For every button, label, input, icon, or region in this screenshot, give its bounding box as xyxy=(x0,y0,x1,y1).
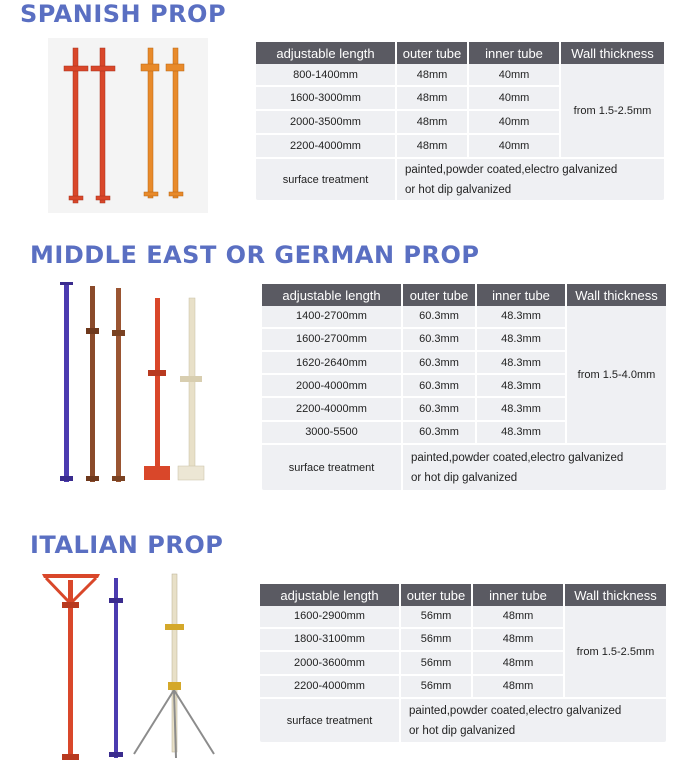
cell-inner-tube: 48.3mm xyxy=(476,306,566,328)
cell-adjustable-length: 1800-3100mm xyxy=(260,628,400,651)
cell-outer-tube: 60.3mm xyxy=(402,397,476,420)
cell-outer-tube: 56mm xyxy=(400,651,472,674)
table-header-row xyxy=(262,284,666,306)
cell-adjustable-length: 1620-2640mm xyxy=(262,351,402,374)
cell-outer-tube: 48mm xyxy=(396,64,468,86)
header-adjustable-length: adjustable length xyxy=(262,284,402,306)
cell-outer-tube: 56mm xyxy=(400,606,472,628)
middle-east-prop-table xyxy=(262,284,666,490)
treatment-line-2: or hot dip galvanized xyxy=(409,724,516,737)
cell-surface-treatment-value xyxy=(396,158,664,200)
cell-outer-tube: 48mm xyxy=(396,110,468,134)
table-row xyxy=(262,306,666,328)
cell-surface-treatment-label: surface treatment xyxy=(256,158,396,200)
header-inner-tube: inner tube xyxy=(468,42,560,64)
cell-adjustable-length: 1600-2900mm xyxy=(260,606,400,628)
treatment-line-2: or hot dip galvanized xyxy=(405,183,512,196)
section-title-italian: ITALIAN PROP xyxy=(30,531,224,559)
spanish-prop-photo xyxy=(48,38,208,213)
header-wall-thickness: Wall thickness xyxy=(564,584,666,606)
header-wall-thickness: Wall thickness xyxy=(566,284,666,306)
header-outer-tube: outer tube xyxy=(400,584,472,606)
italian-prop-table xyxy=(260,584,666,742)
cell-inner-tube: 48.3mm xyxy=(476,351,566,374)
cell-outer-tube: 60.3mm xyxy=(402,328,476,351)
header-outer-tube: outer tube xyxy=(396,42,468,64)
header-inner-tube: inner tube xyxy=(476,284,566,306)
table-row-treatment xyxy=(262,444,666,490)
treatment-line-1: painted,powder coated,electro galvanized xyxy=(409,704,622,717)
cell-inner-tube: 48.3mm xyxy=(476,328,566,351)
cell-adjustable-length: 1600-2700mm xyxy=(262,328,402,351)
cell-adjustable-length: 2200-4000mm xyxy=(256,134,396,158)
cell-wall-thickness: from 1.5-2.5mm xyxy=(560,64,664,158)
cell-adjustable-length: 3000-5500 xyxy=(262,421,402,444)
section-title-middle-east: MIDDLE EAST OR GERMAN PROP xyxy=(30,241,480,269)
cell-wall-thickness: from 1.5-2.5mm xyxy=(564,606,666,698)
cell-inner-tube: 40mm xyxy=(468,86,560,110)
cell-surface-treatment-label: surface treatment xyxy=(262,444,402,490)
header-outer-tube: outer tube xyxy=(402,284,476,306)
cell-inner-tube: 40mm xyxy=(468,110,560,134)
table-row xyxy=(260,606,666,628)
section-title-spanish: SPANISH PROP xyxy=(20,0,227,28)
treatment-line-1: painted,powder coated,electro galvanized xyxy=(411,451,624,464)
cell-inner-tube: 40mm xyxy=(468,134,560,158)
cell-inner-tube: 48.3mm xyxy=(476,397,566,420)
cell-outer-tube: 56mm xyxy=(400,675,472,698)
cell-adjustable-length: 1600-3000mm xyxy=(256,86,396,110)
spanish-prop-table xyxy=(256,42,664,200)
cell-adjustable-length: 2000-4000mm xyxy=(262,374,402,397)
italian-prop-photo xyxy=(38,570,238,766)
header-adjustable-length: adjustable length xyxy=(256,42,396,64)
cell-inner-tube: 40mm xyxy=(468,64,560,86)
cell-inner-tube: 48.3mm xyxy=(476,374,566,397)
cell-inner-tube: 48.3mm xyxy=(476,421,566,444)
cell-outer-tube: 60.3mm xyxy=(402,374,476,397)
cell-inner-tube: 48mm xyxy=(472,651,564,674)
cell-adjustable-length: 2200-4000mm xyxy=(262,397,402,420)
cell-adjustable-length: 2000-3600mm xyxy=(260,651,400,674)
table-row-treatment xyxy=(256,158,664,200)
table-header-row xyxy=(260,584,666,606)
middle-east-prop-photo xyxy=(52,278,212,486)
cell-adjustable-length: 2000-3500mm xyxy=(256,110,396,134)
cell-outer-tube: 48mm xyxy=(396,86,468,110)
header-adjustable-length: adjustable length xyxy=(260,584,400,606)
cell-outer-tube: 60.3mm xyxy=(402,421,476,444)
table-row xyxy=(256,64,664,86)
treatment-line-2: or hot dip galvanized xyxy=(411,471,518,484)
cell-inner-tube: 48mm xyxy=(472,628,564,651)
cell-outer-tube: 56mm xyxy=(400,628,472,651)
treatment-line-1: painted,powder coated,electro galvanized xyxy=(405,163,618,176)
table-row-treatment xyxy=(260,698,666,742)
cell-adjustable-length: 1400-2700mm xyxy=(262,306,402,328)
header-inner-tube: inner tube xyxy=(472,584,564,606)
cell-surface-treatment-label: surface treatment xyxy=(260,698,400,742)
cell-inner-tube: 48mm xyxy=(472,606,564,628)
cell-wall-thickness: from 1.5-4.0mm xyxy=(566,306,666,444)
cell-surface-treatment-value xyxy=(400,698,666,742)
cell-adjustable-length: 800-1400mm xyxy=(256,64,396,86)
cell-inner-tube: 48mm xyxy=(472,675,564,698)
cell-outer-tube: 60.3mm xyxy=(402,306,476,328)
table-header-row xyxy=(256,42,664,64)
cell-outer-tube: 60.3mm xyxy=(402,351,476,374)
cell-surface-treatment-value xyxy=(402,444,666,490)
header-wall-thickness: Wall thickness xyxy=(560,42,664,64)
cell-adjustable-length: 2200-4000mm xyxy=(260,675,400,698)
cell-outer-tube: 48mm xyxy=(396,134,468,158)
